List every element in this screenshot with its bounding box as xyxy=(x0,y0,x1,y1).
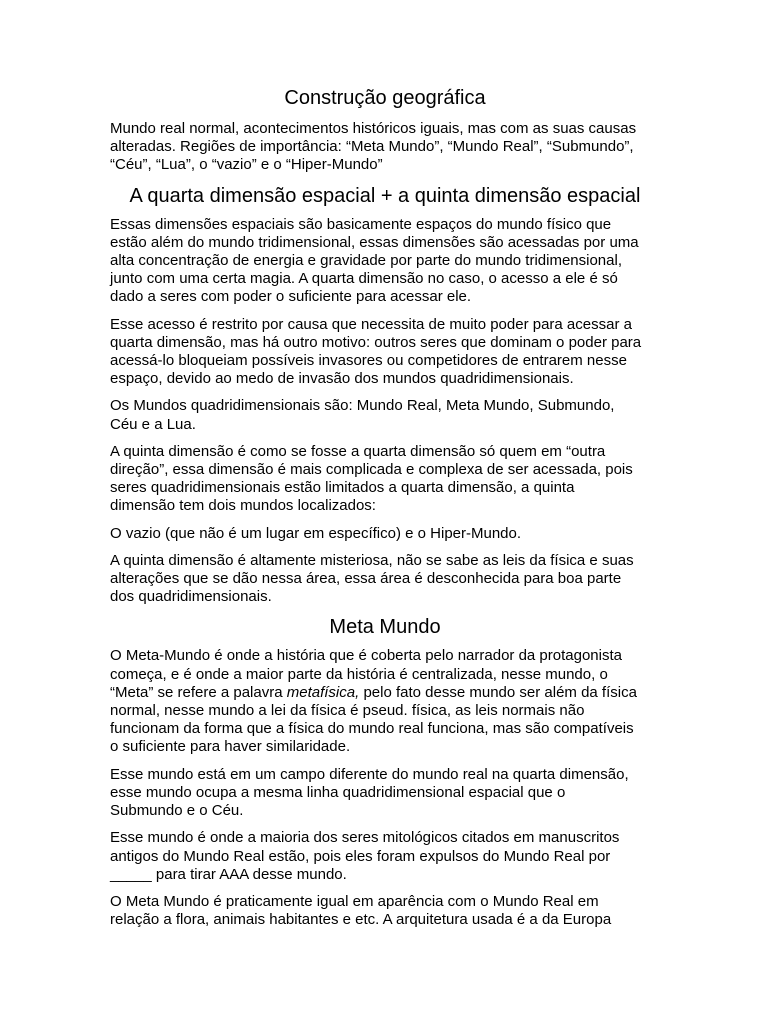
text-line: funcionam da forma que a física do mundo real funciona, mas são compatíveis xyxy=(110,720,634,738)
text-line: Esse mundo é onde a maioria dos seres mitológicos citados em manuscritos xyxy=(110,829,620,847)
text-line: relação a flora, animais habitantes e etc. A arquitetura usada é a da Europa xyxy=(110,911,612,929)
text-line: alteradas. Regiões de importância: “Meta Mundo”, “Mundo Real”, “Submundo”, xyxy=(110,138,634,156)
text-run: pelo fato desse mundo ser além da física xyxy=(359,683,637,701)
text-run: “Meta” se refere a palavra xyxy=(110,683,287,701)
paragraph xyxy=(110,316,660,389)
text-line: alterações que se dão nessa área, essa área é desconhecida para boa parte xyxy=(110,570,622,588)
paragraph xyxy=(110,829,660,884)
text-line: antigos do Mundo Real estão, pois eles foram expulsos do Mundo Real por xyxy=(110,847,611,865)
text-line-with-emphasis xyxy=(110,684,660,702)
text-line: A quinta dimensão é altamente misteriosa, não se sabe as leis da física e suas xyxy=(110,551,634,569)
text-line: acessá-lo bloqueiam possíveis invasores ou competidores de entrarem nesse xyxy=(110,352,627,370)
text-line: esse mundo ocupa a mesma linha quadridimensional espacial que o xyxy=(110,783,566,801)
paragraph xyxy=(110,647,660,756)
text-line: espaço, devido ao medo de invasão dos mundos quadridimensionais. xyxy=(110,370,574,388)
text-line: alta concentração de energia e gravidade por parte do mundo tridimensional, xyxy=(110,252,622,270)
text-line: Essas dimensões espaciais são basicamente espaços do mundo físico que xyxy=(110,215,612,233)
emphasized-word: metafísica, xyxy=(286,683,360,701)
text-line: Esse mundo está em um campo diferente do mundo real na quarta dimensão, xyxy=(110,765,629,783)
paragraph xyxy=(110,443,660,516)
section-heading-meta-mundo: Meta Mundo xyxy=(329,616,441,639)
text-line: Submundo e o Céu. xyxy=(110,802,244,820)
document-page xyxy=(110,86,660,938)
text-line: dado a seres com poder o suficiente para acessar ele. xyxy=(110,288,472,306)
text-line: começa, e é onde a maior parte da história é centralizada, nesse mundo, o xyxy=(110,665,608,683)
text-line: O Meta-Mundo é onde a história que é coberta pelo narrador da protagonista xyxy=(110,647,622,665)
text-line: estão além do mundo tridimensional, essas dimensões são acessadas por uma xyxy=(110,233,639,251)
text-line: quarta dimensão, mas há outro motivo: outros seres que dominam o poder para xyxy=(110,333,642,351)
text-line: _____ para tirar AAA desse mundo. xyxy=(110,865,347,883)
paragraph xyxy=(110,893,660,929)
paragraph xyxy=(110,552,660,607)
text-line: junto com uma certa magia. A quarta dimensão no caso, o acesso a ele é só xyxy=(110,270,618,288)
text-line: dimensão tem dois mundos localizados: xyxy=(110,497,376,515)
text-line: A quinta dimensão é como se fosse a quarta dimensão só quem em “outra xyxy=(110,442,606,460)
text-line: Esse acesso é restrito por causa que necessita de muito poder para acessar a xyxy=(110,315,632,333)
text-line: Mundo real normal, acontecimentos históricos iguais, mas com as suas causas xyxy=(110,120,637,137)
section-heading-dimensions: A quarta dimensão espacial + a quinta dimensão espacial xyxy=(129,184,641,207)
intro-paragraph xyxy=(110,120,660,175)
text-line: direção”, essa dimensão é mais complicada e complexa de ser acessada, pois xyxy=(110,461,633,479)
paragraph xyxy=(110,525,660,543)
text-line: o suficiente para haver similaridade. xyxy=(110,738,351,756)
text-line: dos quadridimensionais. xyxy=(110,588,272,606)
paragraph xyxy=(110,766,660,821)
text-line: “Céu”, “Lua”, o “vazio” e o “Hiper-Mundo” xyxy=(110,156,383,174)
paragraph xyxy=(110,397,660,433)
text-line: seres quadridimensionais estão limitados a quarta dimensão, a quinta xyxy=(110,479,575,497)
text-line: normal, nesse mundo a lei da física é pseud. física, as leis normais não xyxy=(110,702,585,720)
document-title: Construção geográfica xyxy=(284,87,486,109)
text-line: Céu e a Lua. xyxy=(110,415,196,433)
text-line: O Meta Mundo é praticamente igual em aparência com o Mundo Real em xyxy=(110,892,599,910)
text-line: Os Mundos quadridimensionais são: Mundo Real, Meta Mundo, Submundo, xyxy=(110,397,615,415)
paragraph xyxy=(110,216,660,307)
text-line: O vazio (que não é um lugar em específico) e o Hiper-Mundo. xyxy=(110,524,522,542)
